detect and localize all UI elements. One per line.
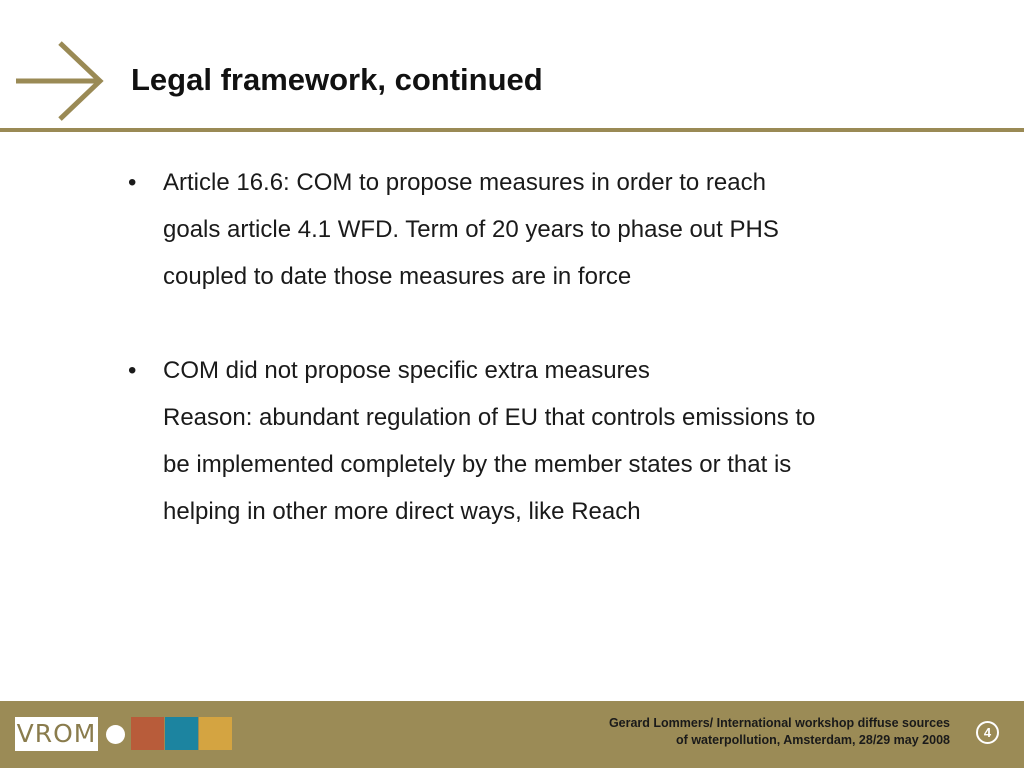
bullet-line: Article 16.6: COM to propose measures in order to reach [163, 169, 766, 196]
logo-square-yellow [199, 717, 232, 750]
logo-square-blue [165, 717, 198, 750]
bullet-line: Reason: abundant regulation of EU that controls emissions to [163, 404, 816, 431]
logo-square-red [131, 717, 164, 750]
vrom-logo: VROM [15, 717, 98, 751]
page-number: 4 [976, 721, 999, 744]
bullet-item [128, 347, 988, 535]
arrow-icon [14, 40, 106, 122]
bullet-line: coupled to date those measures are in force [163, 263, 632, 290]
footer-bar [0, 701, 1024, 768]
bullet-marker: • [128, 169, 137, 196]
footer-credit [609, 715, 950, 749]
slide-content [128, 159, 988, 535]
bullet-line: COM did not propose specific extra measures [163, 357, 650, 384]
logo-circle-icon [106, 725, 125, 744]
bullet-line: goals article 4.1 WFD. Term of 20 years to phase out PHS [163, 216, 779, 243]
slide-title: Legal framework, continued [131, 62, 543, 97]
bullet-line: be implemented completely by the member states or that is [163, 451, 792, 478]
title-divider [0, 128, 1024, 132]
credit-line: of waterpollution, Amsterdam, 28/29 may 2008 [676, 733, 950, 747]
credit-line: Gerard Lommers/ International workshop diffuse sources [608, 716, 950, 730]
bullet-marker: • [128, 357, 137, 384]
bullet-line: helping in other more direct ways, like Reach [163, 498, 641, 525]
bullet-item [128, 159, 988, 300]
